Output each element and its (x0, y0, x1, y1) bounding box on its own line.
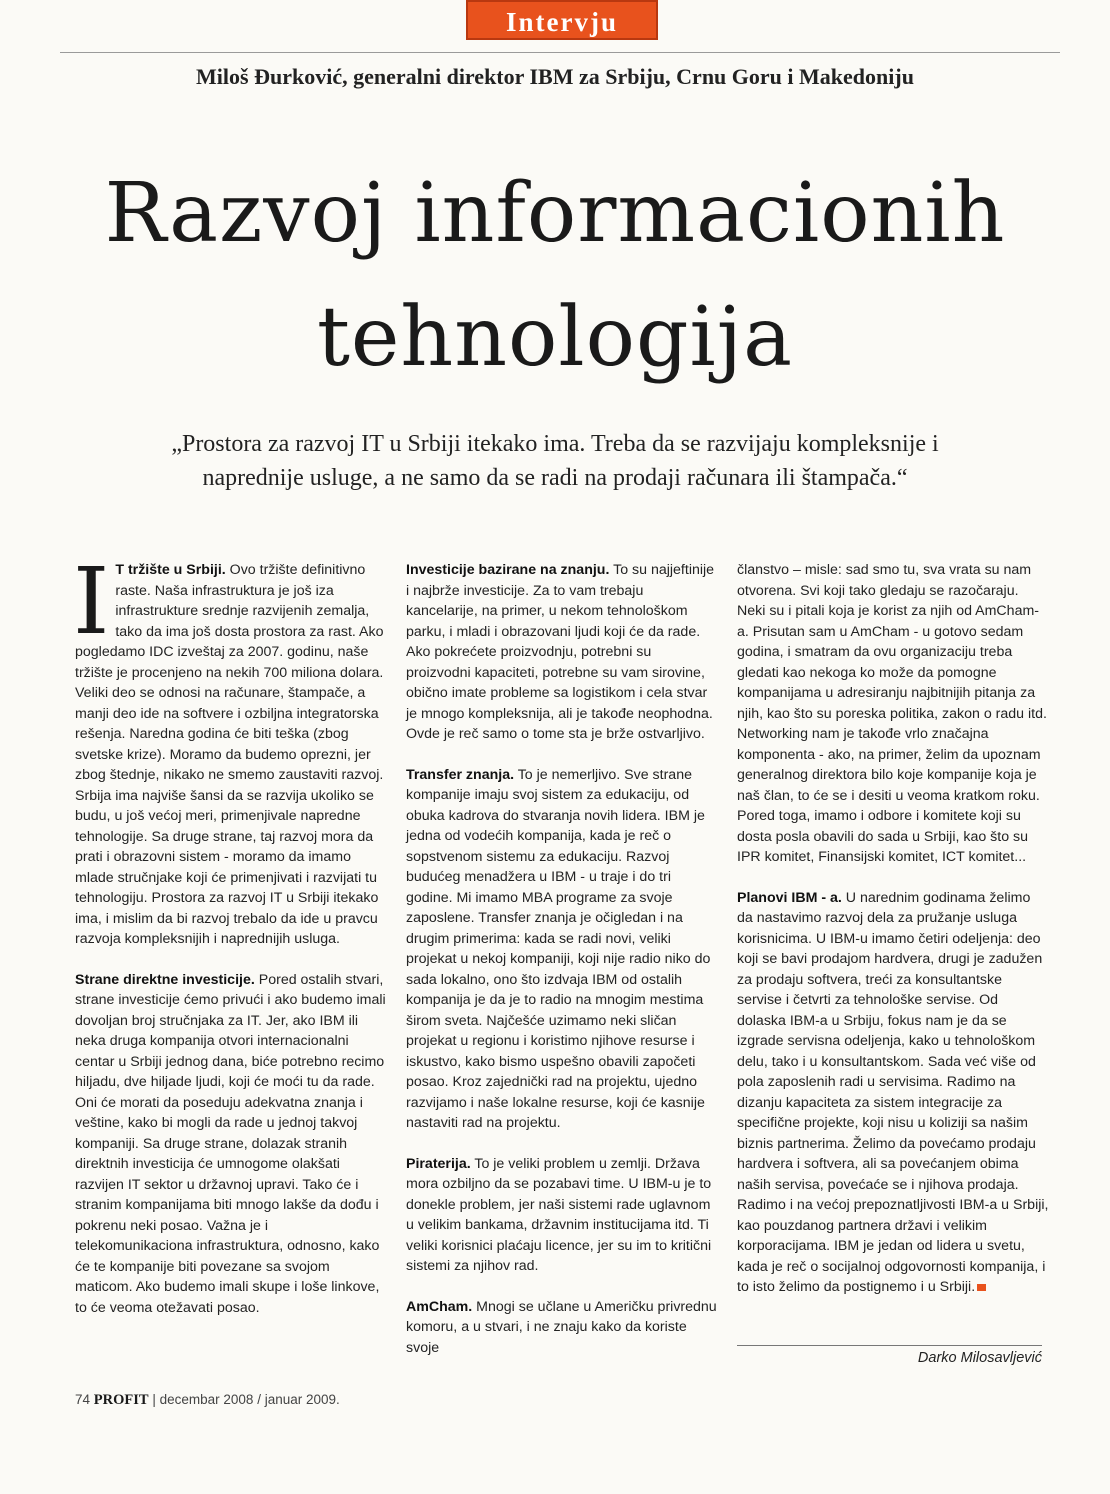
end-of-article-icon (977, 1284, 986, 1291)
pull-quote-line-1: „Prostora za razvoj IT u Srbiji itekako ima. Treba da se razvijaju kompleksnije i (171, 431, 939, 457)
paragraph-body: To su najjeftinije i najbrže investicije. Za to vam trebaju kancelarije, na primer, u nekom tehnološkom parku, i mladi i obrazovani ljudi koji će da rade. Ako pokrećete proizvodnju, potrebni su proizvodni kapaciteti, potrebne su vam sirovine, obično imate probleme sa logistikom i cela stvar je mnogo kompleksnija, ali je takođe neophodna. Ovde je reč samo o tome sta je brže ostvarljivo. (406, 562, 715, 742)
drop-cap: I (73, 548, 110, 655)
paragraph-body: Mnogi se učlane u Američku privrednu komoru, a u stvari, i ne znaju kako da koriste svoje (406, 1298, 717, 1356)
paragraph-body: To je nemerljivo. Sve strane kompanije imaju svoj sistem za edukaciju, od obuka kadrova do stvaranja novih lidera. IBM je jedna od vodećih kompanija, kada je reč o sopstvenom sistemu za edukaciju. Razvoj budućeg menadžera u IBM - u traje i do tri godine. Mi imamo MBA programe za svoje zaposlene. Transfer znanja je očigledan i na drugim primerima: kada se radi novi, veliki projekat u nekoj kompaniji, koji nije radio niko do sada lokalno, ono što izdvaja IBM od ostalih kompanija je da je to radio na mnogim mestima širom sveta. Najčešće uzimamo neki sličan projekat u regionu i koristimo njihove resurse i iskustvo, kako bismo uspešno obavili započeti posao. Kroz zajednički rad na projektu, ujedno razvijamo i naše lokalne resurse, koji će kasnije nastaviti rad na projektu. (406, 766, 711, 1131)
article-column-3 (737, 560, 1049, 1298)
paragraph-amcham (406, 1297, 718, 1359)
paragraph-foreign-investment (75, 970, 387, 1319)
page-number: 74 (75, 1392, 91, 1407)
headline-line-2: tehnologija (316, 290, 794, 385)
paragraph-body: To je veliki problem u zemlji. Država mora ozbiljno da se pozabavi time. U IBM-u je to donekle problem, jer naši sistemi rade uglavnom u velikim bankama, državnim institucijama itd. Ti veliki korisnici plaćaju licence, jer su im to kritični sistemi za njihov rad. (406, 1155, 712, 1274)
paragraph-knowledge-investment (406, 560, 718, 745)
interview-subtitle: Miloš Đurković, generalni direktor IBM za Srbiju, Crnu Goru i Makedoniju (196, 64, 914, 89)
headline-line-1: Razvoj informacionih (104, 166, 1006, 261)
author-divider (737, 1345, 1042, 1346)
issue-date: decembar 2008 / januar 2009. (159, 1392, 340, 1407)
page-footer (75, 1392, 340, 1409)
paragraph-body: Ovo tržište definitivno raste. Naša infrastruktura je još iza infrastrukture srednje razvijenih zemalja, tako da ima još dosta prostora za rast. Ako pogledamo IDC izveštaj za 2007. godinu, naše tržište je procenjeno na nekih 700 miliona dolara. Veliki deo se odnosi na računare, štampače, a manji deo ide na softvere i ozbiljna integratorska rešenja. Naredna godina će biti teška (zbog svetske krize). Moramo da budemo oprezni, jer zbog štednje, nikako ne smemo zaustaviti razvoj. Srbija ima najviše šansi da se razvija ukoliko se budu, u još većoj meri, primenjivale napredne tehnologije. Sa druge strane, taj razvoj mora da prati i obrazovni sistem - moramo da imamo mlade stručnjake koji će primenjivati i razvijati tu tehnologiju. Prostora za razvoj IT u Srbiji itekako ima, i mislim da bi razvoj trebalo da ide u pravcu razvoja kompleksnijih i naprednijih usluga. (75, 562, 384, 947)
article-column-1 (73, 548, 387, 1318)
paragraph-heading: AmCham. (406, 1298, 473, 1315)
paragraph-amcham-continued (737, 560, 1049, 868)
section-tag: Intervju (466, 0, 658, 40)
paragraph-ibm-plans (737, 888, 1049, 1298)
magazine-brand: PROFIT (93, 1392, 149, 1408)
paragraph-heading: Planovi IBM - a. (737, 889, 842, 906)
paragraph-knowledge-transfer (406, 765, 718, 1134)
paragraph-heading: Transfer znanja. (406, 766, 515, 783)
paragraph-heading: Investicije bazirane na znanju. (406, 562, 610, 578)
article-headline (0, 152, 1110, 400)
paragraph-heading: Strane direktne investicije. (75, 971, 255, 988)
paragraph-heading: T tržište u Srbiji. (115, 562, 226, 578)
footer-separator: | (152, 1392, 156, 1407)
paragraph-piracy (406, 1154, 718, 1277)
paragraph-body: Pored ostalih stvari, strane investicije ćemo privući i ako budemo imali dovoljan broj stručnjaka za IT. Jer, ako IBM ili neka druga kompanija otvori internacionalni centar u Srbiji jednog dana, biće potrebno recimo hiljadu, dve hiljade ljudi, koji će moći tu da rade. Oni će morati da poseduju adekvatna znanja i veštine, kako bi mogli da rade u jednoj takvoj kompaniji. Sa druge strane, dolazak stranih direktnih investicija će umnogome olakšati razvijen IT sektor u državnoj upravi. Tako će i stranim kompanijama biti mnogo lakše da dođu i pokrenu neki posao. Važna je i telekomunikaciona infrastruktura, odnosno, kako će te kompanije biti povezane sa svojom maticom. Ako budemo imali skupe i loše linkove, to će veoma otežavati posao. (75, 971, 386, 1316)
paragraph-heading: Piraterija. (406, 1155, 471, 1172)
paragraph-body: članstvo – misle: sad smo tu, sva vrata su nam otvorena. Svi koji tako gledaju se razočaraju. Neki su i pitali koja je korist za njih od AmCham-a. Prisutan sam u AmCham - u gotovo sedam godina, i smatram da ovu organizaciju treba gledati kao nekoga ko može da pomogne kompanijama u adresiranju najbitnijih pitanja za njih, kao što su poreska politika, zakon o radu itd. Networking nam je takođe vrlo značajna komponenta - ako, na primer, želim da upoznam generalnog direktora bilo koje kompanije koja je naš član, to će se i desiti u veoma kratkom roku. Pored toga, imamo i odbore i komitete koji su dosta posla obavili do sada u Srbiji, kao što su IPR komitet, Finansijski komitet, ICT komitet... (737, 562, 1047, 865)
pull-quote-line-2: naprednije usluge, a ne samo da se radi na prodaji računara ili štampača.“ (202, 465, 908, 491)
author-byline: Darko Milosavljević (917, 1350, 1042, 1366)
article-column-2 (406, 560, 718, 1358)
paragraph-body: U narednim godinama želimo da nastavimo razvoj dela za pružanje usluga korisnicima. U IBM-u imamo četiri odeljenja: deo koji se bavi prodajom hardvera, drugi je zadužen za prodaju softvera, treći za konsultantske servise i četvrti za tehnološke servise. Od dolaska IBM-a u Srbiju, fokus nam je da se izgrade servisna odeljenja, kako u tehnološkom delu, tako i u konsultantskom. Sada već više od pola zaposlenih radi u servisima. Radimo na dizanju kapaciteta za sistem integracije za specifične projekte, koji nisu u koliziji sa našim biznis partnerima. Želimo da povećamo prodaju hardvera i softvera, ali sa povećanjem obima naših servisa, povećaće se i njihova prodaja. Radimo i na većoj prepoznatljivosti IBM-a u Srbiji, kao pouzdanog partnera državi i velikim korporacijama. IBM je jedan od lidera u svetu, kada je reč o socijalnoj odgovornosti kompanija, i to isto želimo da postignemo i u Srbiji. (737, 889, 1049, 1295)
paragraph-it-market (73, 548, 387, 950)
top-divider (60, 52, 1060, 53)
pull-quote (60, 427, 1050, 495)
